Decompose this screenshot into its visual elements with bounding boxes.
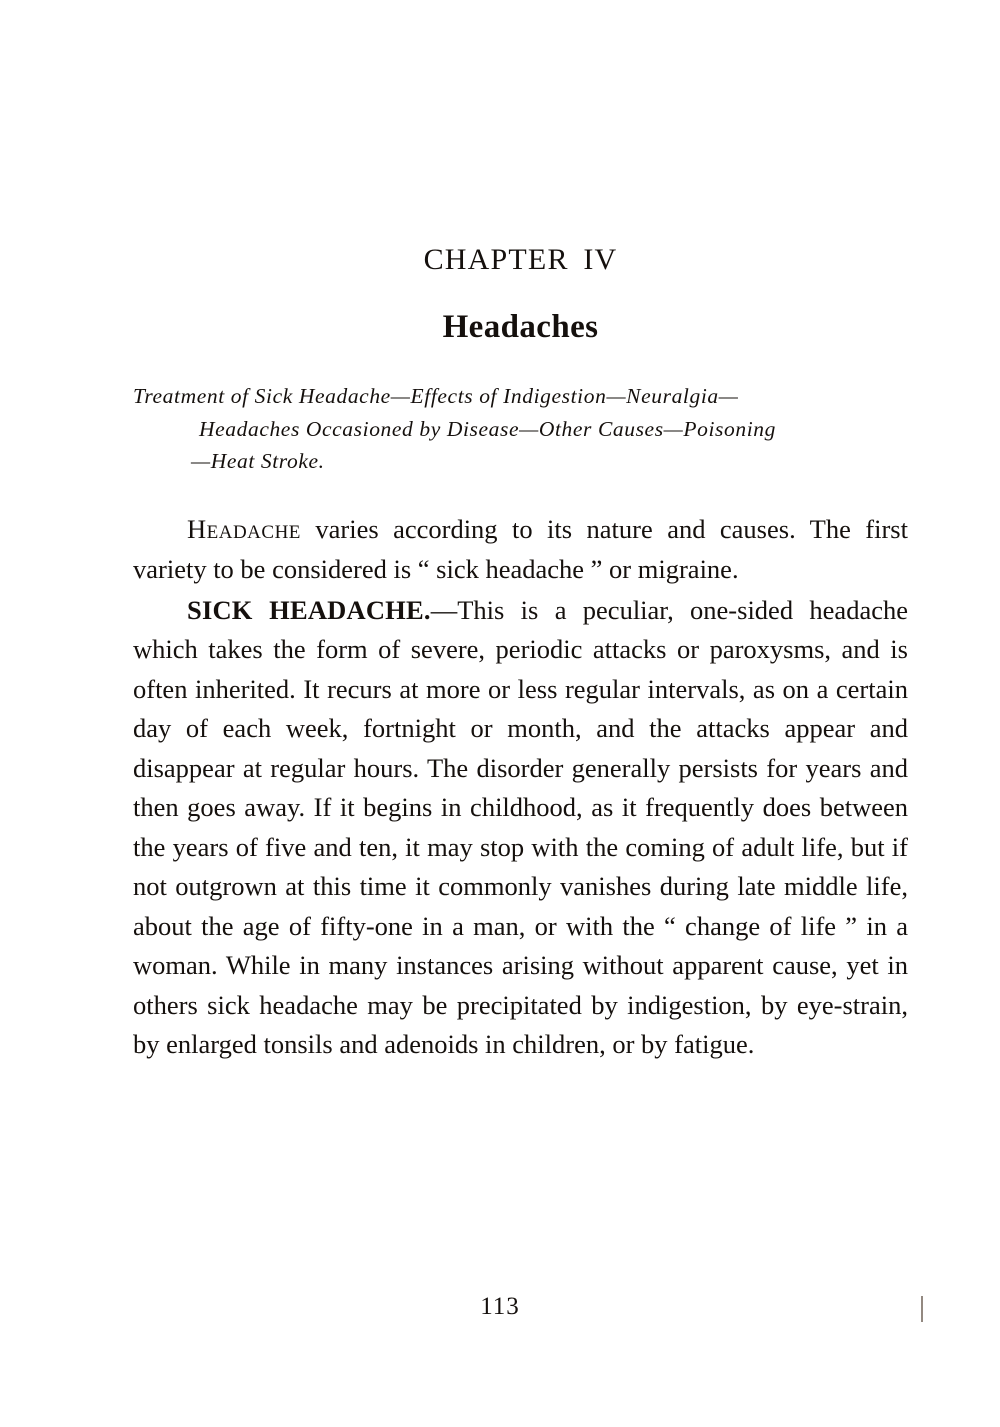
paragraph bbox=[133, 510, 908, 589]
page-title: Headaches bbox=[442, 309, 599, 345]
synopsis-line: —Heat Stroke. bbox=[191, 449, 325, 474]
page-number: 113 bbox=[480, 1293, 520, 1320]
paragraph bbox=[133, 591, 908, 1065]
paragraph-text: —This is a peculiar, one-sided headache which takes the form of severe, periodic attacks or paroxysms, and is often inherited. It recurs at more or less regular intervals, as on a certain day of each week, fortnight or month, and the attacks appear and disappear at regular hours. The disorder generally persists for years and then goes away. If it begins in childhood, as it frequently does between the years of five and ten, it may stop with the coming of adult life, but if not outgrown at this time it commonly vanishes during late middle life, about the age of fifty-one in a man, or with the “ change of life ” in a woman. While in many instances arising without apparent cause, yet in others sick headache may be precipitated by indigestion, by eye-strain, by enlarged tonsils and adenoids in children, or by fatigue. bbox=[133, 594, 908, 1060]
paragraph-text: varies according to its nature and causes. The first variety to be considered is “ sick headache ” or migraine. bbox=[133, 514, 908, 584]
lead-word: Headache bbox=[187, 514, 301, 545]
synopsis-line: Headaches Occasioned by Disease—Other Causes—Poisoning bbox=[199, 416, 776, 441]
chapter-synopsis bbox=[133, 380, 908, 478]
page-content bbox=[133, 243, 908, 1065]
chapter-label: CHAPTER IV bbox=[423, 243, 618, 276]
page-edge-mark bbox=[921, 1296, 923, 1322]
run-in-heading: SICK HEADACHE. bbox=[187, 594, 431, 625]
synopsis-line: Treatment of Sick Headache—Effects of Indigestion—Neuralgia— bbox=[133, 384, 739, 408]
